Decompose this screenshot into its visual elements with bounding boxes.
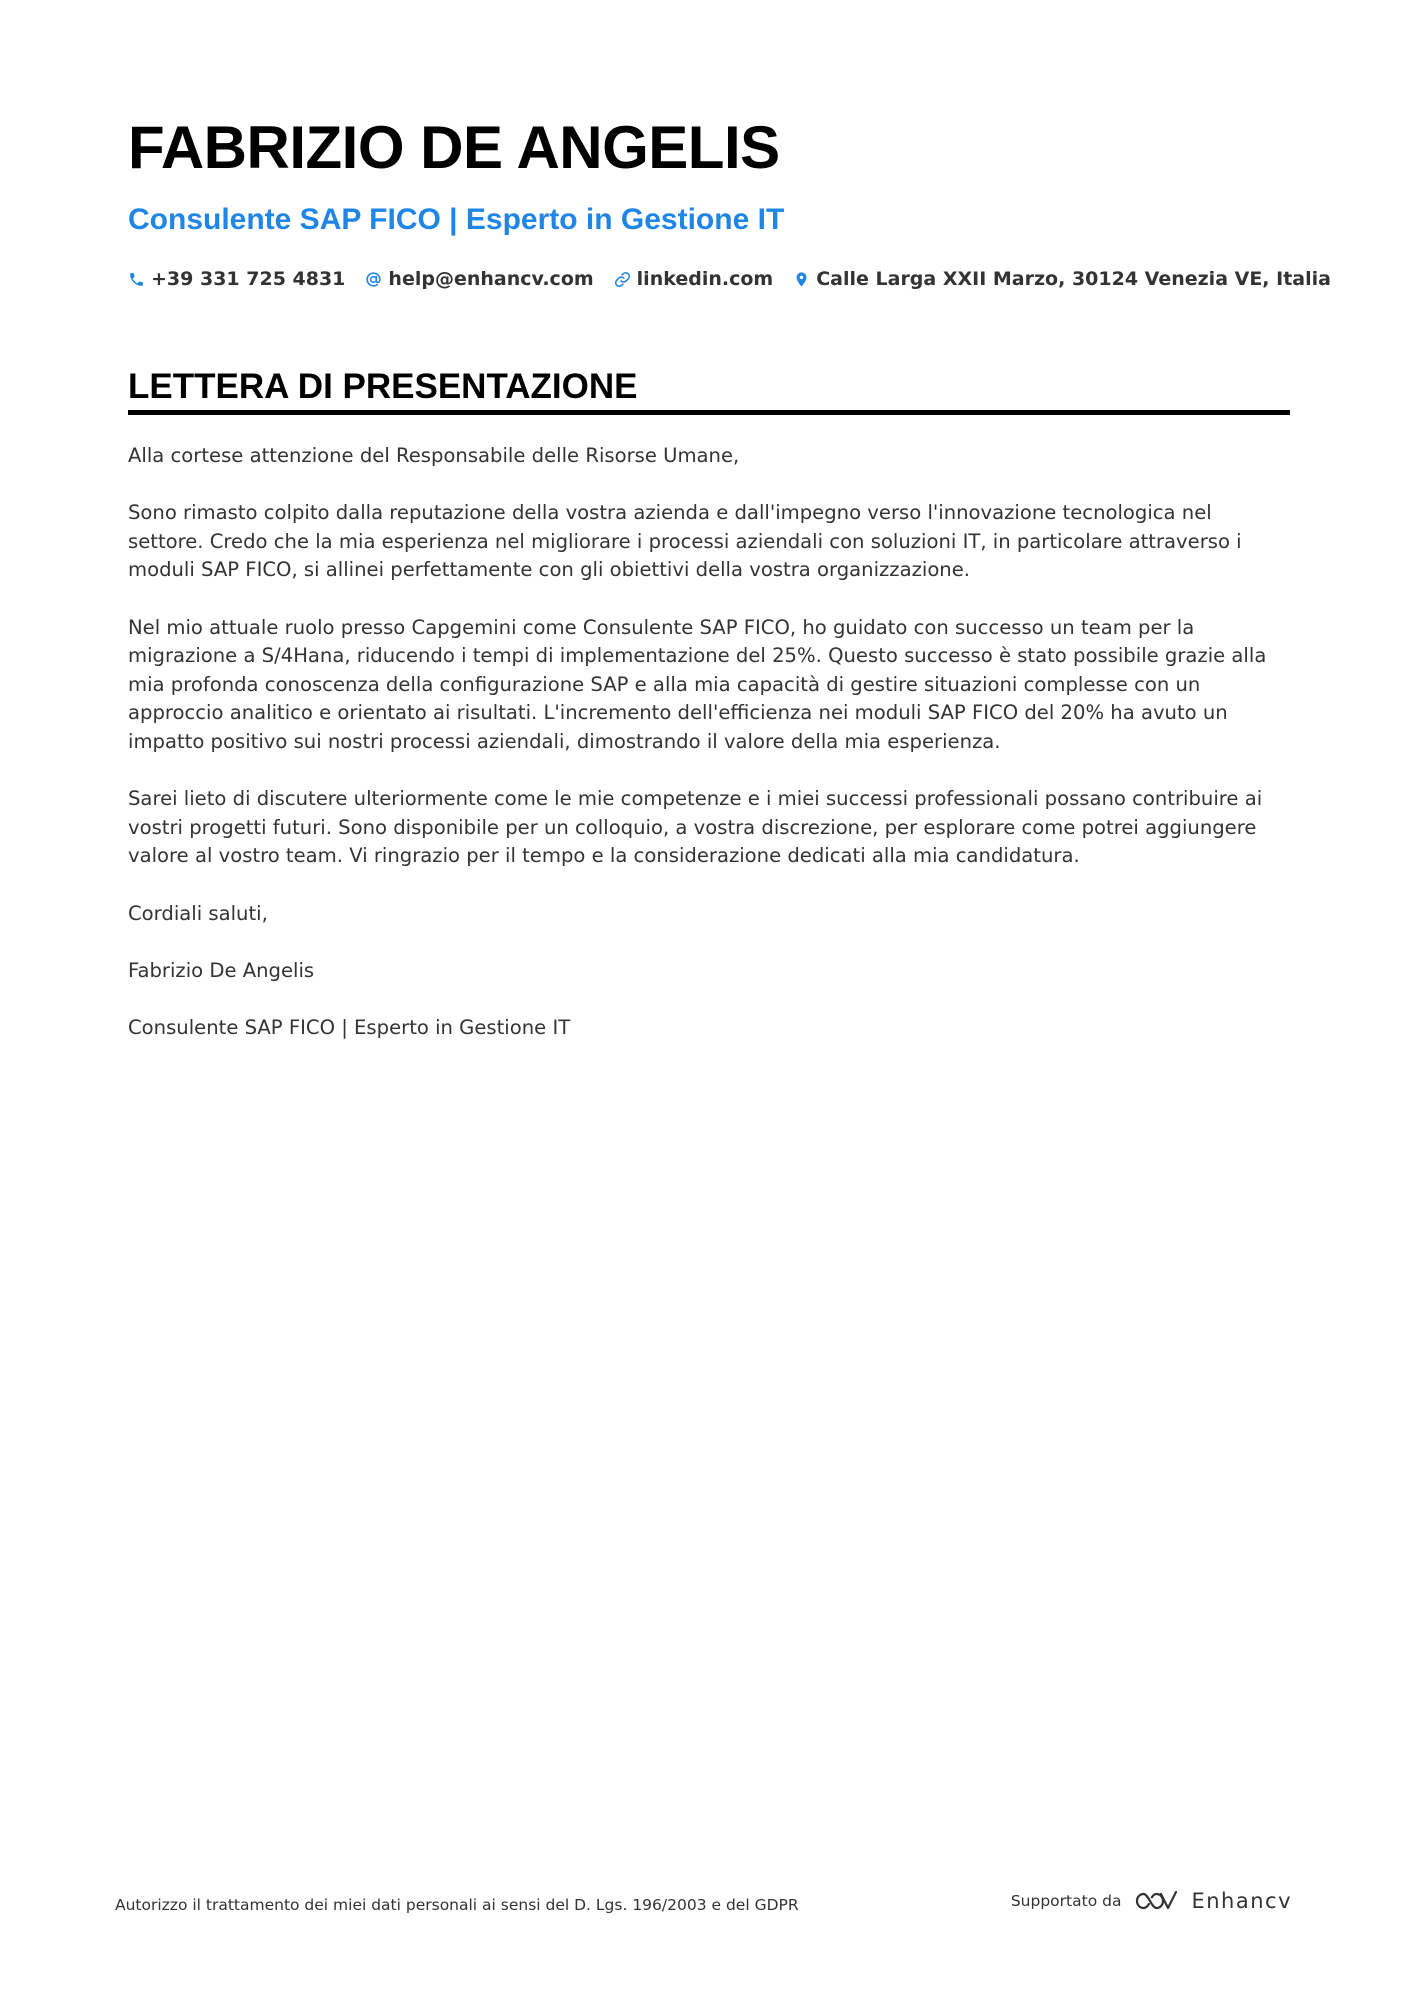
contact-linkedin[interactable] xyxy=(614,268,774,290)
at-sign-icon xyxy=(365,271,382,288)
enhancv-logo-icon xyxy=(1133,1889,1179,1913)
section-divider xyxy=(128,410,1290,415)
candidate-name: FABRIZIO DE ANGELIS xyxy=(128,114,780,181)
letter-salutation: Alla cortese attenzione del Responsabile delle Risorse Umane, xyxy=(128,444,740,467)
privacy-consent: Autorizzo il trattamento dei miei dati personali ai sensi del D. Lgs. 196/2003 e del GDPR xyxy=(115,1896,799,1914)
letter-paragraph: Sono rimasto colpito dalla reputazione della vostra azienda e dall'impegno verso l'innovazione tecnologica nel settore. Credo che la mia esperienza nel migliorare i processi aziendali con soluzioni IT, in particolare attraverso i moduli SAP FICO, si allinei perfettamente con gli obiettivi della vostra organizzazione. xyxy=(128,501,1242,582)
linkedin-link[interactable]: linkedin.com xyxy=(636,268,774,290)
powered-by-label: Supportato da xyxy=(1010,1892,1122,1910)
contact-phone xyxy=(128,268,345,290)
email-address[interactable]: help@enhancv.com xyxy=(388,268,594,290)
postal-address: Calle Larga XXII Marzo, 30124 Venezia VE, Italia xyxy=(816,268,1331,290)
powered-by[interactable] xyxy=(1011,1889,1292,1913)
contact-address xyxy=(793,268,1331,290)
letter-paragraph: Nel mio attuale ruolo presso Capgemini come Consulente SAP FICO, ho guidato con successo un team per la migrazione a S/4Hana, riducendo i tempi di implementazione del 25%. Questo successo è stato possibile grazie alla mia profonda conoscenza della configurazione SAP e alla mia capacità di gestire situazioni complesse con un approccio analitico e orientato ai risultati. L'incremento dell'efficienza nei moduli SAP FICO del 20% ha avuto un impatto positivo sui nostri processi aziendali, dimostrando il valore della mia esperienza. xyxy=(128,615,1267,753)
candidate-role: Consulente SAP FICO | Esperto in Gestione IT xyxy=(128,203,785,236)
header xyxy=(128,108,1331,294)
contact-email[interactable] xyxy=(365,268,593,290)
section-title: LETTERA DI PRESENTAZIONE xyxy=(128,367,638,406)
phone-number: +39 331 725 4831 xyxy=(151,268,346,290)
signature-name: Fabrizio De Angelis xyxy=(128,958,315,982)
contact-bar xyxy=(128,264,1331,294)
signature-role: Consulente SAP FICO | Esperto in Gestione IT xyxy=(128,1015,571,1039)
map-pin-icon xyxy=(793,271,810,288)
brand-name: Enhancv xyxy=(1191,1889,1292,1913)
letter-paragraph: Sarei lieto di discutere ulteriormente come le mie competenze e i miei successi professionali possano contribuire ai vostri progetti futuri. Sono disponibile per un colloquio, a vostra discrezione, per esplorare come potrei aggiungere valore al vostro team. Vi ringrazio per il tempo e la considerazione dedicati alla mia candidatura. xyxy=(128,787,1263,868)
link-icon xyxy=(614,271,631,288)
phone-icon xyxy=(128,271,145,288)
letter-body xyxy=(128,442,1292,1071)
letter-closing: Cordiali saluti, xyxy=(128,901,268,925)
